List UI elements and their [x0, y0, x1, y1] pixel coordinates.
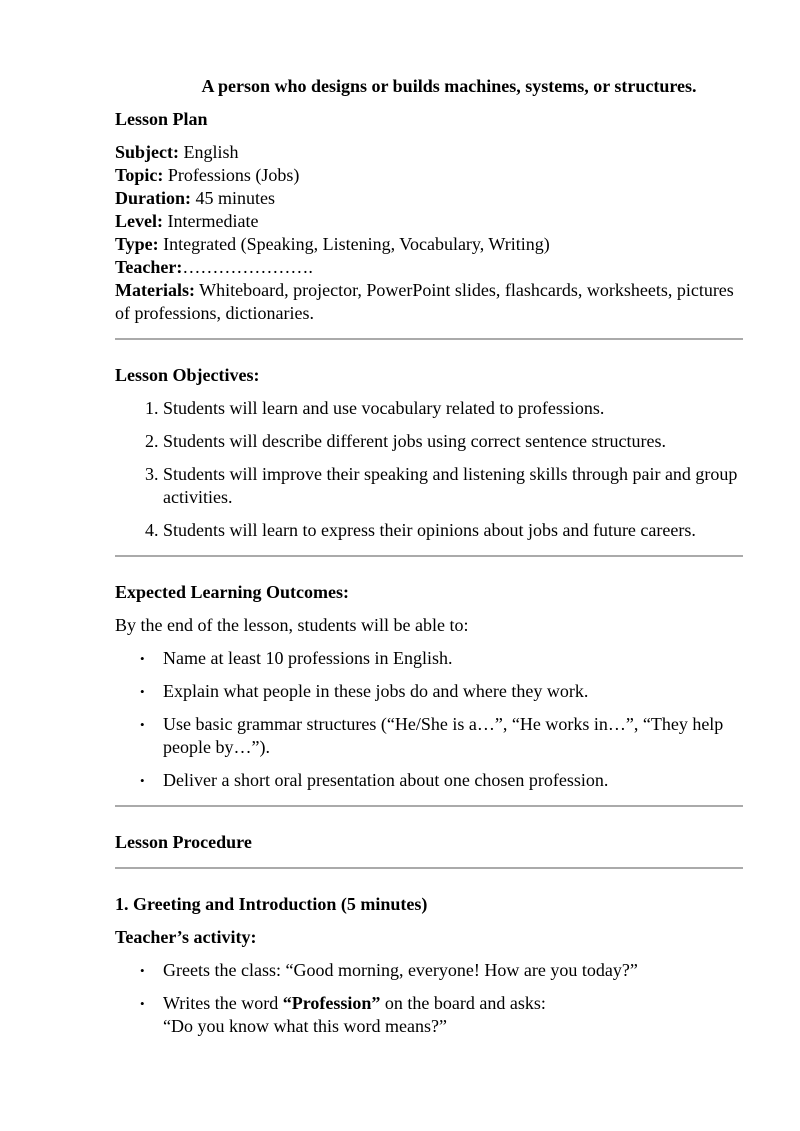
activity-item — [115, 992, 743, 1038]
bullet-icon: • — [140, 996, 145, 1011]
activity-text-suffix: on the board and asks: — [380, 993, 546, 1013]
objectives-title: Lesson Objectives: — [115, 365, 260, 385]
procedure-title: Lesson Procedure — [115, 832, 252, 852]
meta-subject-label: Subject: — [115, 142, 179, 162]
outcomes-title: Expected Learning Outcomes: — [115, 582, 349, 602]
bullet-icon: • — [140, 651, 145, 666]
document-page — [115, 75, 743, 1038]
meta-topic — [115, 164, 743, 187]
meta-materials — [115, 279, 743, 325]
activity-text: Greets the class: “Good morning, everyone! How are you today?” — [163, 960, 638, 980]
lesson-meta — [115, 141, 743, 325]
teacher-activity-list — [115, 959, 743, 1038]
objectives-list — [115, 397, 743, 542]
outcome-item — [115, 647, 743, 670]
lesson-plan-title: Lesson Plan — [115, 109, 208, 129]
meta-duration-value: 45 minutes — [195, 188, 275, 208]
objective-item: 4. Students will learn to express their opinions about jobs and future careers. — [163, 519, 743, 542]
outcome-item — [115, 769, 743, 792]
outcome-text: Deliver a short oral presentation about one chosen profession. — [163, 770, 609, 790]
activity-keyword: “Profession” — [282, 993, 381, 1013]
section-divider — [115, 555, 743, 557]
definition-text: A person who designs or builds machines, systems, or structures. — [201, 76, 697, 96]
meta-subject — [115, 141, 743, 164]
bullet-icon: • — [140, 684, 145, 699]
meta-duration-label: Duration: — [115, 188, 191, 208]
meta-type-value: Integrated (Speaking, Listening, Vocabulary, Writing) — [163, 234, 550, 254]
teacher-activity-label: Teacher’s activity: — [115, 927, 257, 947]
meta-topic-label: Topic: — [115, 165, 164, 185]
outcome-text: Use basic grammar structures (“He/She is a…”, “He works in…”, “They help people by…”). — [163, 714, 724, 757]
outcome-text: Name at least 10 professions in English. — [163, 648, 453, 668]
meta-teacher — [115, 256, 743, 279]
activity-text-prefix: Writes the word — [163, 993, 283, 1013]
meta-duration — [115, 187, 743, 210]
bullet-icon: • — [140, 717, 145, 732]
outcomes-list — [115, 647, 743, 792]
section-divider — [115, 867, 743, 869]
objective-item: 1. Students will learn and use vocabulary related to professions. — [163, 397, 743, 420]
meta-materials-label: Materials: — [115, 280, 195, 300]
bullet-icon: • — [140, 963, 145, 978]
objective-item: 2. Students will describe different jobs using correct sentence structures. — [163, 430, 743, 453]
meta-level-value: Intermediate — [167, 211, 259, 231]
meta-type-label: Type: — [115, 234, 159, 254]
meta-topic-value: Professions (Jobs) — [167, 165, 300, 185]
meta-teacher-value: …………………. — [182, 257, 313, 277]
objective-item: 3. Students will improve their speaking and listening skills through pair and group activities. — [163, 463, 743, 509]
outcomes-intro: By the end of the lesson, students will be able to: — [115, 615, 469, 635]
meta-materials-value: Whiteboard, projector, PowerPoint slides, flashcards, worksheets, pictures of professions, dictionaries. — [115, 280, 734, 323]
outcome-item — [115, 713, 743, 759]
greeting-section-title: 1. Greeting and Introduction (5 minutes) — [115, 894, 428, 914]
meta-teacher-label: Teacher: — [115, 257, 183, 277]
meta-level-label: Level: — [115, 211, 163, 231]
section-divider — [115, 805, 743, 807]
meta-level — [115, 210, 743, 233]
activity-item — [115, 959, 743, 982]
section-divider — [115, 338, 743, 340]
outcome-text: Explain what people in these jobs do and where they work. — [163, 681, 589, 701]
outcome-item — [115, 680, 743, 703]
activity-question: “Do you know what this word means?” — [163, 1016, 447, 1036]
bullet-icon: • — [140, 773, 145, 788]
meta-type — [115, 233, 743, 256]
meta-subject-value: English — [183, 142, 239, 162]
